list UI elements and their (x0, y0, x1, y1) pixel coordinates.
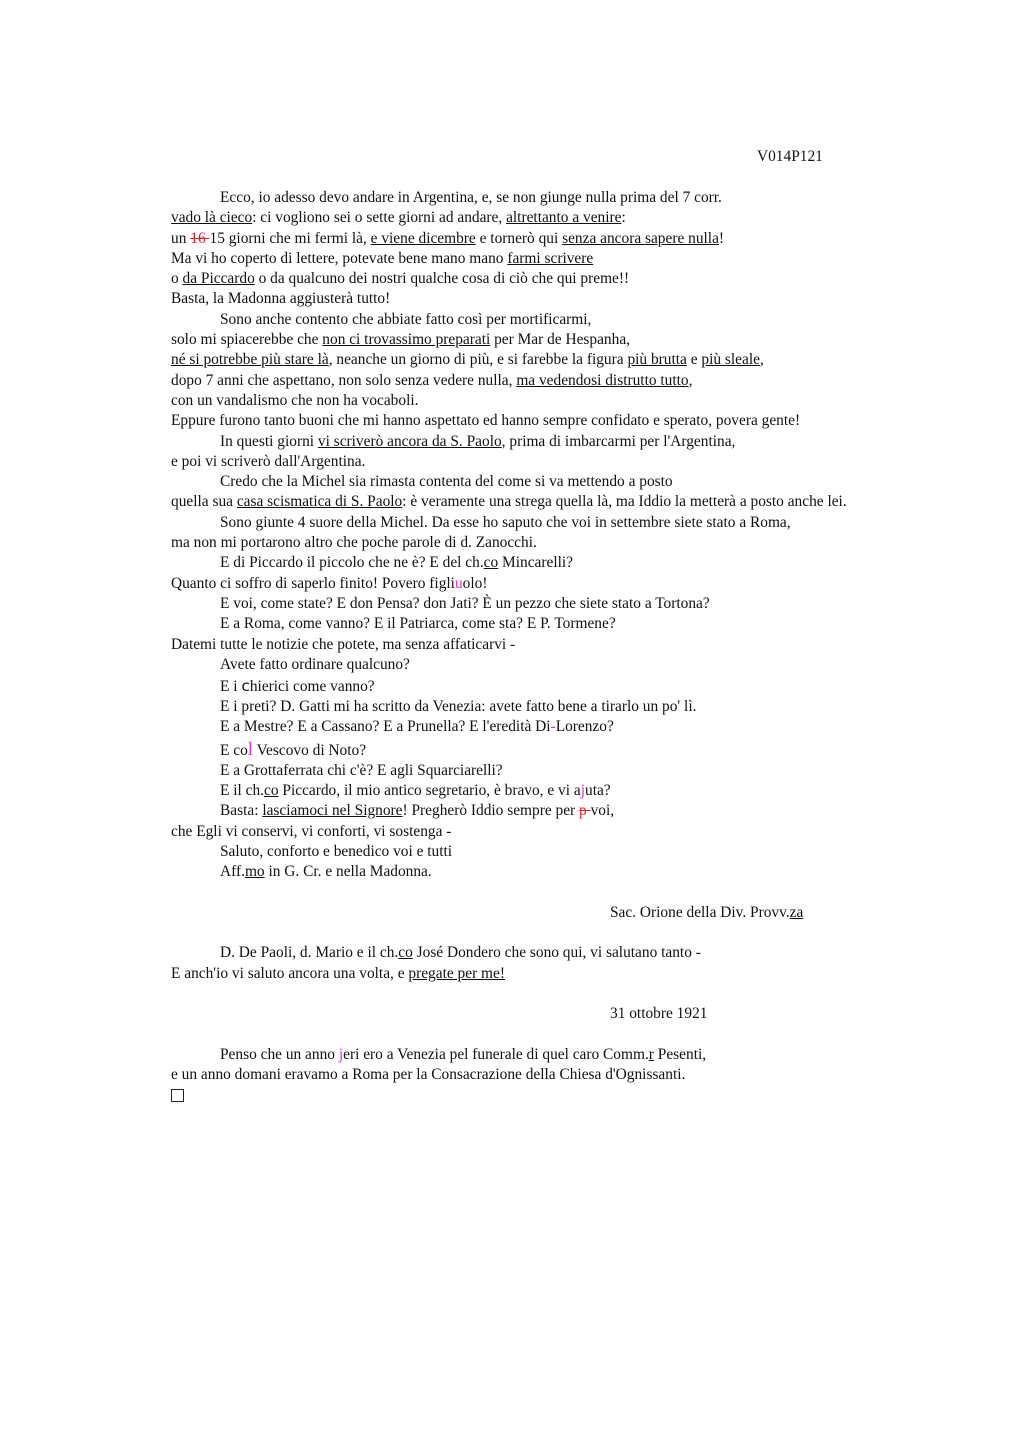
underlined-text: non ci trovassimo preparati (322, 331, 491, 349)
underlined-text: più sleale (701, 351, 760, 369)
text-line (171, 310, 916, 330)
text-line (171, 432, 916, 452)
text-line (171, 781, 916, 801)
text-line (171, 411, 916, 431)
text-line (171, 862, 916, 882)
text-run: ma non mi portarono altro che poche parole di d. Zanocchi. (171, 534, 537, 552)
text-run: e (686, 351, 702, 369)
text-run: E anch'io vi saluto ancora una volta, e (171, 964, 409, 982)
underlined-text: ma vedendosi distrutto tutto (516, 371, 689, 389)
text-run: José Dondero che sono qui, vi salutano tanto - (412, 944, 701, 962)
text-line (171, 452, 916, 472)
text-run: , prima di imbarcarmi per l'Argentina, (501, 432, 736, 450)
text-line (171, 675, 916, 697)
text-run: Mincarelli? (498, 554, 573, 572)
underlined-text: senza ancora sapere nulla (562, 229, 719, 247)
text-run: Basta, la Madonna aggiusterà tutto! (171, 290, 391, 308)
text-line (171, 188, 916, 208)
text-line (171, 614, 916, 634)
underlined-text: da Piccardo (182, 270, 255, 288)
text-run: e un anno domani eravamo a Roma per la Consacrazione della Chiesa d'Ognissanti. (171, 1066, 686, 1084)
text-line (171, 492, 916, 512)
document-reference-code: V014P121 (757, 148, 823, 165)
blank-line (171, 984, 916, 1004)
text-run: Datemi tutte le notizie che potete, ma senza affaticarvi - (171, 635, 516, 653)
text-run: e poi vi scriverò dall'Argentina. (171, 452, 366, 470)
blank-line (171, 923, 916, 943)
text-line (171, 208, 916, 228)
text-line (171, 391, 916, 411)
text-run: Piccardo, il mio antico segretario, è bravo, e vi a (278, 782, 581, 800)
underlined-text: mo (244, 863, 265, 881)
letter-date: 31 ottobre 1921 (610, 1005, 708, 1023)
text-run: hierici come vanno? (249, 678, 375, 696)
text-run: E il ch. (220, 782, 265, 800)
underlined-text: né si potrebbe più stare là (171, 351, 329, 369)
inserted-text: u (454, 574, 463, 592)
text-line (171, 697, 916, 717)
text-run: Saluto, conforto e benedico voi e tutti (220, 842, 453, 860)
altered-letter: c (241, 677, 250, 696)
text-run: : è veramente una strega quella là, ma Iddio la metterà a posto anche lei. (402, 493, 847, 511)
underlined-text: za (789, 903, 804, 921)
text-line (171, 842, 916, 862)
text-line (171, 717, 916, 737)
text-line (171, 822, 916, 842)
underlined-text: pregate per me! (408, 964, 505, 982)
text-run: E a Mestre? E a Cassano? E a Prunella? E l'eredità Di (220, 718, 551, 736)
signature-line (171, 903, 916, 923)
text-run: Eppure furono tanto buoni che mi hanno aspettato ed hanno sempre confidato e sperato, povera gente! (171, 412, 801, 430)
underlined-text: vi scriverò ancora da S. Paolo (317, 432, 502, 450)
underlined-text: farmi scrivere (507, 249, 594, 267)
text-run: Pesenti, (653, 1045, 707, 1063)
text-run: Quanto ci soffro di saperlo finito! Povero figli (171, 574, 455, 592)
text-line (171, 269, 916, 289)
text-line (171, 371, 916, 391)
letter-body (171, 188, 916, 1106)
text-run: solo mi spiacerebbe che (171, 331, 323, 349)
text-run: Aff. (220, 863, 245, 881)
text-run: Ma vi ho coperto di lettere, potevate bene mano mano (171, 249, 508, 267)
text-run: Ecco, io adesso devo andare in Argentina, e, se non giunge nulla prima del 7 corr. (220, 189, 722, 206)
text-run: o da qualcuno dei nostri qualche cosa di ciò che qui preme!! (254, 270, 630, 288)
text-run: con un vandalismo che non ha vocaboli. (171, 391, 419, 409)
text-run: , neanche un giorno di più, e si farebbe la figura (328, 351, 628, 369)
text-run: per Mar de Hespanha, (490, 331, 631, 349)
text-run: quella sua (171, 493, 237, 511)
text-run: ! (718, 229, 725, 247)
text-run: o (171, 270, 183, 288)
text-run: 15 giorni che mi fermi là, (209, 229, 371, 247)
text-run: Sac. Orione della Div. Provv. (610, 903, 790, 921)
inserted-text: j (338, 1045, 344, 1063)
underlined-text: altrettanto a venire (506, 209, 622, 227)
deleted-text: 16 (190, 229, 210, 247)
underlined-text: r (648, 1045, 654, 1063)
text-run: E di Piccardo il piccolo che ne è? E del ch. (220, 554, 484, 572)
text-run: Avete fatto ordinare qualcuno? (220, 655, 410, 673)
text-line (171, 761, 916, 781)
text-line (171, 801, 916, 821)
text-line (171, 350, 916, 370)
text-line (171, 964, 916, 984)
underlined-text: più brutta (627, 351, 687, 369)
text-line (171, 635, 916, 655)
text-line (171, 229, 916, 249)
end-mark-line (171, 1085, 916, 1105)
underlined-text: casa scismatica di S. Paolo (236, 493, 403, 511)
text-run: dopo 7 anni che aspettano, non solo senza vedere nulla, (171, 371, 517, 389)
text-line (171, 249, 916, 269)
blank-line (171, 883, 916, 903)
text-line (171, 472, 916, 492)
text-run: E i preti? D. Gatti mi ha scritto da Venezia: avete fatto bene a tirarlo un po' lì. (220, 698, 697, 716)
text-run: Lorenzo? (555, 718, 614, 736)
text-run: , (688, 371, 693, 389)
text-run: eri ero a Venezia pel funerale di quel caro Comm. (343, 1045, 649, 1063)
text-run: D. De Paoli, d. Mario e il ch. (220, 944, 399, 962)
text-line (171, 1045, 916, 1065)
text-line (171, 533, 916, 553)
text-line (171, 553, 916, 573)
text-line (171, 574, 916, 594)
text-run: E voi, come state? E don Pensa? don Jati? È un pezzo che siete stato a Tortona? (220, 594, 710, 612)
text-line (171, 513, 916, 533)
underlined-text: lasciamoci nel Signore (262, 802, 403, 820)
underlined-text: co (483, 554, 499, 572)
text-line (171, 655, 916, 675)
deleted-text: p (579, 802, 591, 820)
text-run: voi, (590, 802, 615, 820)
text-run: uta? (585, 782, 611, 800)
date-line (171, 1004, 916, 1024)
text-run: Sono giunte 4 suore della Michel. Da esse ho saputo che voi in settembre siete stato a Roma, (220, 513, 791, 531)
text-run: E co (220, 741, 248, 759)
underlined-text: vado là cieco (171, 209, 253, 227)
inserted-text: j (580, 782, 585, 800)
text-line (171, 289, 916, 309)
text-run: e tornerò qui (475, 229, 563, 247)
text-run: In questi giorni (220, 432, 318, 450)
underlined-text: e viene dicembre (370, 229, 476, 247)
text-run: Penso che un anno (220, 1045, 339, 1063)
underlined-text: co (264, 782, 279, 800)
text-run: Vescovo di Noto? (253, 741, 367, 759)
text-run: ! Pregherò Iddio sempre per (402, 802, 580, 820)
text-run: : ci vogliono sei o sette giorni ad andare, (252, 209, 507, 227)
text-run: Credo che la Michel sia rimasta contenta del come si va mettendo a posto (220, 473, 673, 491)
inserted-text: l (247, 738, 254, 760)
text-run: E a Grottaferrata chi c'è? E agli Squarciarelli? (220, 761, 503, 779)
text-line (171, 1065, 916, 1085)
empty-square-icon (171, 1089, 184, 1102)
text-run: olo! (462, 574, 488, 592)
text-line (171, 738, 916, 761)
text-run: in G. Cr. e nella Madonna. (264, 863, 432, 881)
text-line (171, 943, 916, 963)
blank-line (171, 1025, 916, 1045)
text-line (171, 594, 916, 614)
text-run: Sono anche contento che abbiate fatto così per mortificarmi, (220, 310, 592, 328)
underlined-text: co (398, 944, 413, 962)
text-run: Basta: (220, 802, 263, 820)
inserted-text: - (550, 718, 556, 736)
text-run: , (759, 351, 764, 369)
text-run: : (621, 209, 626, 227)
text-run: un (171, 229, 191, 247)
text-run: che Egli vi conservi, vi conforti, vi sostenga - (171, 822, 452, 840)
text-run: E a Roma, come vanno? E il Patriarca, come sta? E P. Tormene? (220, 615, 616, 633)
text-line (171, 330, 916, 350)
text-run: E i (220, 678, 242, 696)
